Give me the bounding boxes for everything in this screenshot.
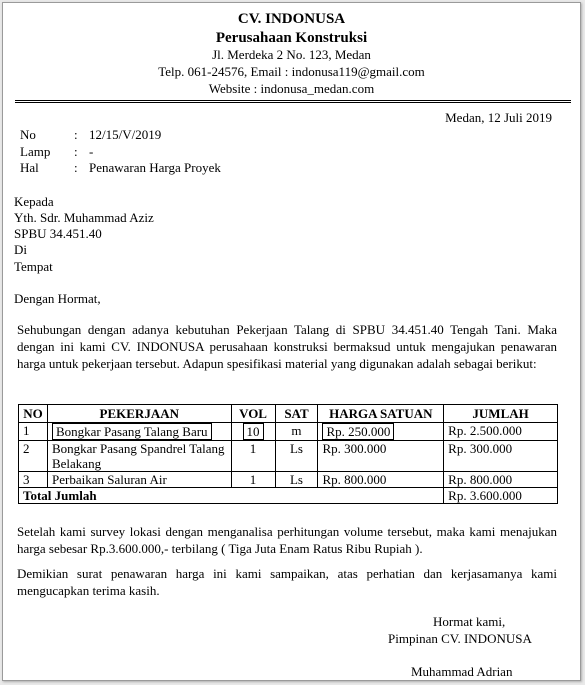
cell-pekerjaan: Perbaikan Saluran Air	[47, 472, 231, 488]
total-label: Total Jumlah	[19, 488, 444, 504]
signature-position: Pimpinan CV. INDONUSA	[388, 631, 532, 646]
cell-jumlah: Rp. 800.000	[444, 472, 558, 488]
cell-harga: Rp. 800.000	[318, 472, 444, 488]
col-header-pekerjaan: PEKERJAAN	[47, 405, 231, 423]
meta-lamp-label: Lamp	[20, 144, 51, 159]
survey-paragraph: Setelah kami survey lokasi dengan menganalisa perhitungan volume tersebut, maka kami menajukan harga sebesar Rp.3.600.000,- terbilang ( Tiga Juta Enam Ratus Ribu Rupiah ).	[17, 524, 557, 556]
meta-hal-value: Penawaran Harga Proyek	[89, 160, 221, 175]
table-total-row	[19, 488, 558, 504]
header-divider-double	[15, 102, 571, 103]
table-row	[19, 472, 558, 488]
meta-lamp-colon: :	[74, 144, 78, 159]
closing-paragraph: Demikian surat penawaran harga ini kami sampaikan, atas perhatian dan kerjasamanya kami mengucapkan terima kasih.	[17, 566, 557, 598]
table-row	[19, 441, 558, 472]
meta-no-label: No	[20, 127, 36, 142]
cell-no: 1	[19, 423, 48, 441]
cell-vol: 1	[231, 472, 275, 488]
cell-no: 2	[19, 441, 48, 472]
meta-no-colon: :	[74, 127, 78, 142]
header-divider	[15, 100, 571, 101]
cell-jumlah: Rp. 2.500.000	[444, 423, 558, 441]
col-header-sat: SAT	[275, 405, 318, 423]
price-table	[18, 404, 558, 504]
cell-pekerjaan-text: Bongkar Pasang Talang Baru	[52, 423, 212, 440]
cell-vol-text: 10	[243, 423, 264, 440]
company-website: Website : indonusa_medan.com	[208, 81, 375, 96]
recipient-line-5: Tempat	[14, 259, 53, 274]
col-header-no: NO	[19, 405, 48, 423]
meta-no-value: 12/15/V/2019	[89, 127, 162, 142]
company-tagline: Perusahaan Konstruksi	[215, 30, 368, 46]
company-address: Jl. Merdeka 2 No. 123, Medan	[212, 47, 371, 62]
cell-jumlah: Rp. 300.000	[444, 441, 558, 472]
signature-greeting: Hormat kami,	[433, 614, 506, 629]
cell-harga	[318, 423, 444, 441]
cell-sat: Ls	[275, 472, 318, 488]
meta-hal-label: Hal	[20, 160, 39, 175]
cell-pekerjaan: Bongkar Pasang Spandrel Talang Belakang	[47, 441, 231, 472]
col-header-jumlah: JUMLAH	[444, 405, 558, 423]
cell-no: 3	[19, 472, 48, 488]
company-contact: Telp. 061-24576, Email : indonusa119@gmail.com	[158, 64, 425, 79]
cell-harga-text: Rp. 250.000	[322, 423, 394, 440]
letter-date: Medan, 12 Juli 2019	[445, 110, 552, 125]
col-header-harga-satuan: HARGA SATUAN	[318, 405, 444, 423]
signature-name: Muhammad Adrian	[411, 664, 513, 679]
letter-page	[2, 2, 581, 681]
salutation: Dengan Hormat,	[14, 291, 101, 306]
cell-vol: 1	[231, 441, 275, 472]
recipient-line-3: SPBU 34.451.40	[14, 226, 102, 241]
cell-pekerjaan	[47, 423, 231, 441]
cell-sat: Ls	[275, 441, 318, 472]
table-row	[19, 423, 558, 441]
recipient-line-2: Yth. Sdr. Muhammad Aziz	[14, 210, 154, 225]
company-name: CV. INDONUSA	[237, 11, 346, 27]
cell-vol	[231, 423, 275, 441]
recipient-line-4: Di	[14, 242, 27, 257]
table-header-row	[19, 405, 558, 423]
cell-sat: m	[275, 423, 318, 441]
recipient-line-1: Kepada	[14, 194, 54, 209]
cell-harga: Rp. 300.000	[318, 441, 444, 472]
intro-paragraph: Sehubungan dengan adanya kebutuhan Pekerjaan Talang di SPBU 34.451.40 Tengah Tani. Maka dengan ini kami CV. INDONUSA perusahaan konstruksi bermaksud untuk mengajukan penawaran harga untuk pekerjaan tersebut. Adapun spesifikasi material yang digunakan adalah sebagai berikut:	[17, 322, 557, 371]
total-value: Rp. 3.600.000	[444, 488, 558, 504]
meta-hal-colon: :	[74, 160, 78, 175]
col-header-vol: VOL	[231, 405, 275, 423]
meta-lamp-value: -	[89, 144, 94, 159]
